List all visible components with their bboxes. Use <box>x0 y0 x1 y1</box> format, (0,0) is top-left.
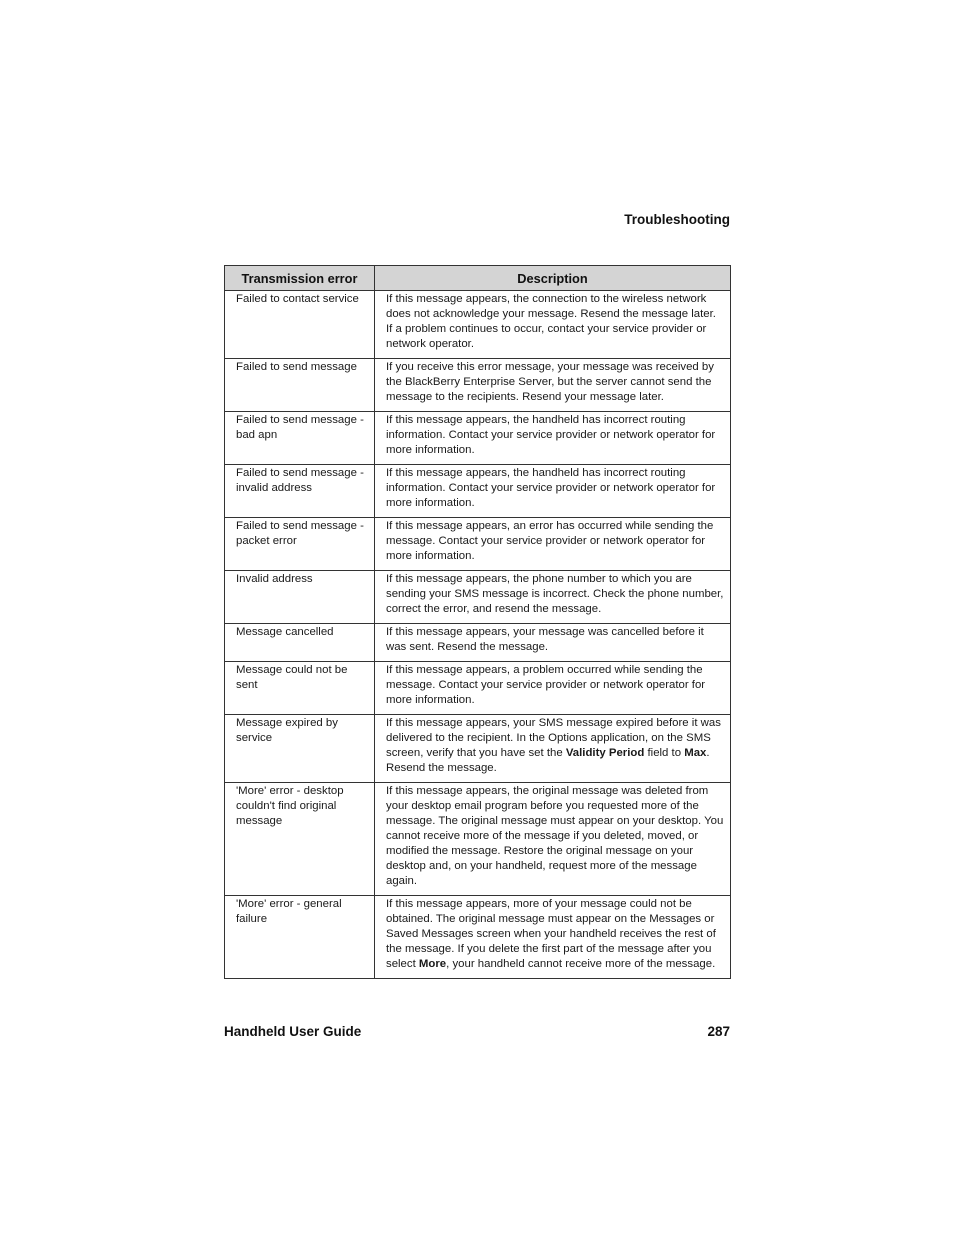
error-cell: 'More' error - desktop couldn't find original message <box>225 783 375 896</box>
table-row <box>225 624 731 662</box>
page-number: 287 <box>707 1024 730 1039</box>
table-row <box>225 662 731 715</box>
table-row <box>225 715 731 783</box>
section-title: Troubleshooting <box>624 212 730 227</box>
table-row <box>225 412 731 465</box>
table-row <box>225 465 731 518</box>
description-cell <box>375 896 731 979</box>
description-text: field to <box>644 747 685 759</box>
column-header-description: Description <box>375 266 731 291</box>
description-text: . Resend the message. <box>386 747 710 774</box>
description-cell: If this message appears, your message was cancelled before it was sent. Resend the message. <box>375 624 731 662</box>
table-header-row <box>225 266 731 291</box>
error-cell: Failed to send message - packet error <box>225 518 375 571</box>
description-text: If this message appears, more of your message could not be obtained. The original message must appear on the Messages or Saved Messages screen when your handheld receives the rest of the message. If you delete the first part of the message after you select <box>386 898 716 970</box>
description-cell: If this message appears, the handheld has incorrect routing information. Contact your service provider or network operator for more information. <box>375 412 731 465</box>
error-cell: 'More' error - general failure <box>225 896 375 979</box>
footer-guide-title: Handheld User Guide <box>224 1024 362 1039</box>
description-cell <box>375 715 731 783</box>
description-cell: If this message appears, the original message was deleted from your desktop email program before you requested more of the message. The original message must appear on your desktop. You cannot receive more of the message if you deleted, moved, or modified the message. Restore the original message on your desktop and, on your handheld, request more of the message again. <box>375 783 731 896</box>
description-text: , your handheld cannot receive more of the message. <box>446 958 716 970</box>
description-text: If this message appears, your SMS message expired before it was delivered to the recipient. In the Options application, on the SMS screen, verify that you have set the <box>386 717 721 759</box>
table-row <box>225 291 731 359</box>
column-header-error: Transmission error <box>225 266 375 291</box>
description-cell: If this message appears, the phone number to which you are sending your SMS message is incorrect. Check the phone number, correct the error, and resend the message. <box>375 571 731 624</box>
error-cell: Failed to send message - bad apn <box>225 412 375 465</box>
max-value: Max <box>684 747 707 759</box>
error-cell: Invalid address <box>225 571 375 624</box>
error-cell: Failed to send message <box>225 359 375 412</box>
description-cell: If this message appears, an error has occurred while sending the message. Contact your service provider or network operator for more information. <box>375 518 731 571</box>
description-cell: If you receive this error message, your message was received by the BlackBerry Enterprise Server, but the server cannot send the message to the recipients. Resend your message later. <box>375 359 731 412</box>
table-row <box>225 571 731 624</box>
table-row <box>225 783 731 896</box>
validity-period-field-name: Validity Period <box>565 747 645 759</box>
error-cell: Failed to send message - invalid address <box>225 465 375 518</box>
error-cell: Message could not be sent <box>225 662 375 715</box>
description-cell: If this message appears, the handheld has incorrect routing information. Contact your service provider or network operator for more information. <box>375 465 731 518</box>
table-row <box>225 896 731 979</box>
error-cell: Message expired by service <box>225 715 375 783</box>
error-cell: Failed to contact service <box>225 291 375 359</box>
table-row <box>225 359 731 412</box>
error-cell: Message cancelled <box>225 624 375 662</box>
description-cell: If this message appears, the connection to the wireless network does not acknowledge your message. Resend the message later. If a problem continues to occur, contact your service provider or network operator. <box>375 291 731 359</box>
more-menu-item-name: More <box>418 958 447 970</box>
transmission-errors-table <box>224 265 731 979</box>
table-row <box>225 518 731 571</box>
description-cell: If this message appears, a problem occurred while sending the message. Contact your service provider or network operator for more information. <box>375 662 731 715</box>
